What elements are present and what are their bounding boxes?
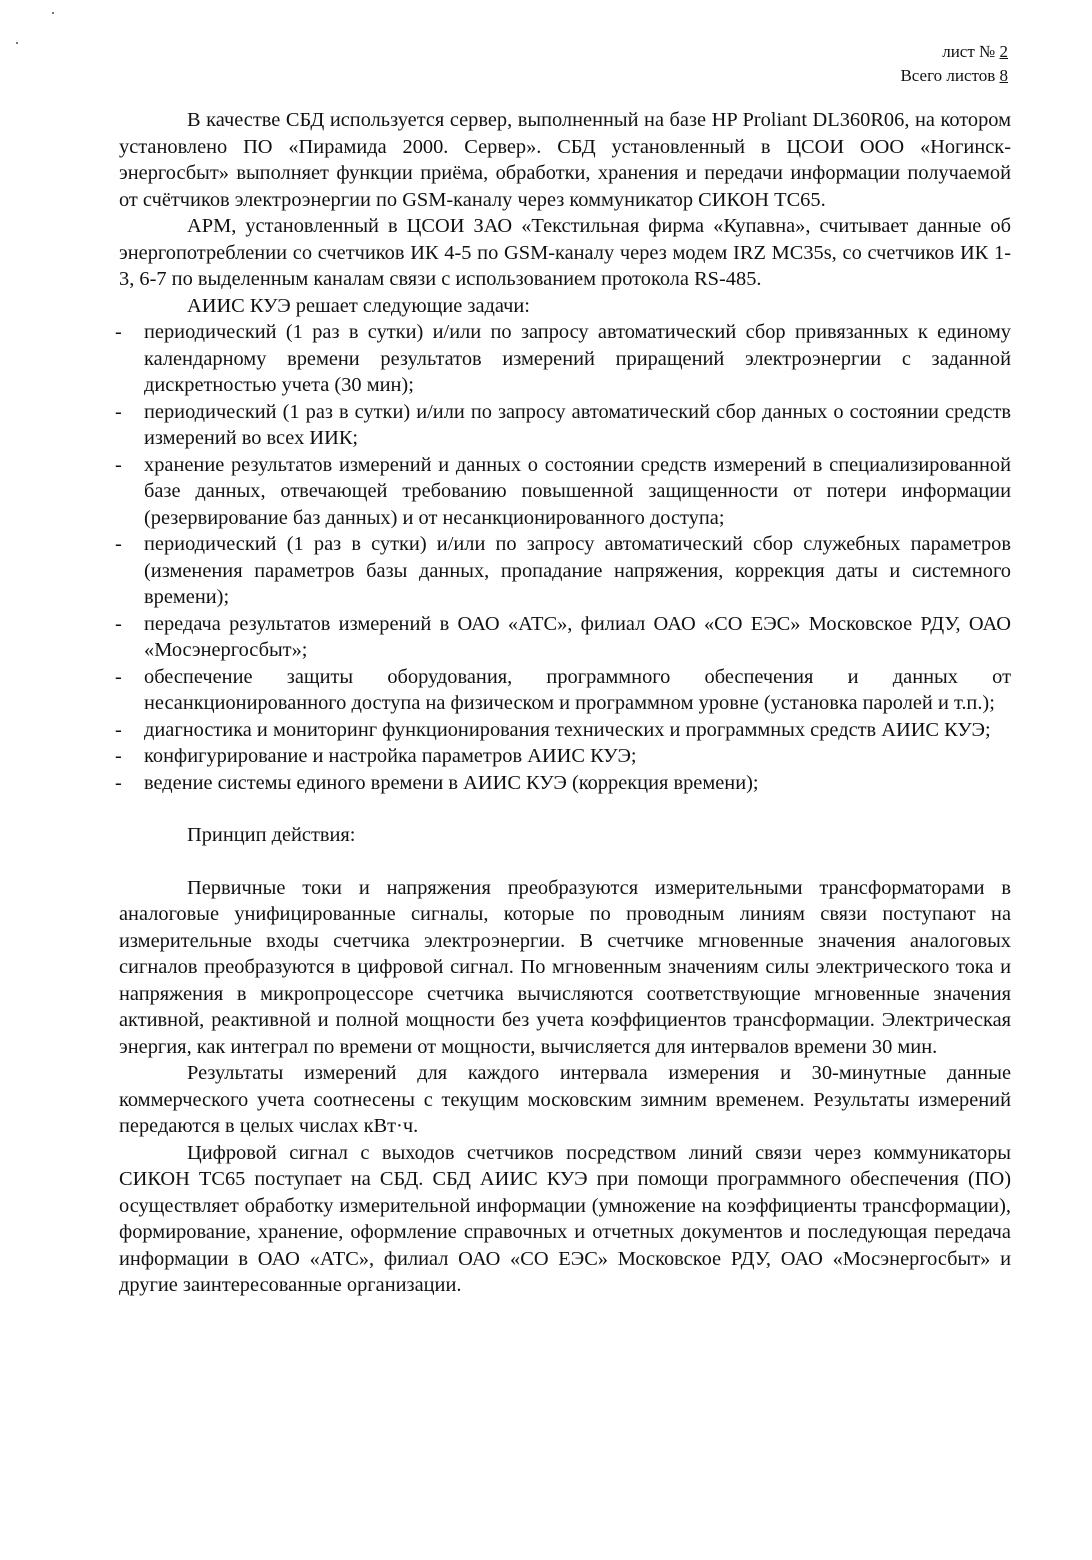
bullet-dash: - — [115, 745, 122, 767]
paragraph-principle-3: Цифровой сигнал с выходов счетчиков посредством линий связи через коммуникаторы СИКОН ТС65 поступает на СБД. СБД АИИС КУЭ при помощи программного обеспечения (ПО) осуществляет обработку измерительной информации (умножение на коэффициенты трансформации), формирование, хранение, оформление справочных и отчетных документов и последующая передача информации в ОАО «АТС», филиал ОАО «СО ЕЭС» Московское РДУ, ОАО «Мосэнергосбыт» и другие заинтересованные организации. — [119, 1141, 1011, 1296]
bullet-dash: - — [115, 612, 122, 635]
section-heading-principle: Принцип действия: — [187, 824, 356, 846]
total-sheets-label: Всего листов — [900, 66, 1000, 85]
list-item-text: диагностика и мониторинг функционирования технических и программных средств АИИС КУЭ; — [144, 718, 991, 741]
list-item — [115, 743, 1011, 770]
paragraph-server: В качестве СБД используется сервер, выполненный на базе HP Proliant DL360R06, на котором установлено ПО «Пирамида 2000. Сервер». СБД установленный в ЦСОИ ООО «Ногинск-энергосбыт» выполняет функции приёма, обработки, хранения и передачи информации получаемой от счётчиков электроэнергии по GSM-каналу через коммуникатор СИКОН ТС65. — [119, 109, 1011, 211]
task-list — [115, 319, 1011, 796]
list-item — [115, 399, 1011, 452]
paragraph-tasks-intro: АИИС КУЭ решает следующие задачи: — [187, 294, 530, 317]
list-item — [115, 717, 1011, 744]
list-item — [115, 664, 1011, 717]
scan-speck — [16, 42, 18, 44]
bullet-dash: - — [115, 453, 122, 476]
paragraph-principle-1: Первичные токи и напряжения преобразуются измерительными трансформаторами в аналоговые унифицированные сигналы, которые по проводным линиям связи поступают на измерительные входы счетчика электроэнергии. В счетчике мгновенные значения аналоговых сигналов преобразуются в цифровой сигнал. По мгновенным значениям силы электрического тока и напряжения в микропроцессоре счетчика вычисляются соответствующие мгновенные значения активной, реактивной и полной мощности без учета коэффициентов трансформации. Электрическая энергия, как интеграл по времени от мощности, вычисляется для интервалов времени 30 мин. — [119, 876, 1011, 1058]
list-item-text: конфигурирование и настройка параметров АИИС КУЭ; — [144, 745, 637, 767]
bullet-dash: - — [115, 321, 122, 343]
total-sheets-line — [900, 64, 1008, 88]
list-item — [115, 452, 1011, 532]
total-sheets-number: 8 — [999, 66, 1008, 85]
list-item — [115, 611, 1011, 664]
list-item — [115, 319, 1011, 399]
spacer — [119, 849, 1011, 875]
list-item-text: передача результатов измерений в ОАО «АТС», филиал ОАО «СО ЕЭС» Московское РДУ, ОАО «Мосэнергосбыт»; — [144, 612, 1011, 661]
bullet-dash: - — [115, 665, 122, 688]
list-item-text: обеспечение защиты оборудования, программного обеспечения и данных от несанкционированного доступа на физическом и программном уровне (установка паролей и т.п.); — [144, 665, 1011, 714]
sheet-number: 2 — [999, 42, 1008, 61]
bullet-dash: - — [115, 718, 122, 741]
list-item-text: ведение системы единого времени в АИИС КУЭ (коррекция времени); — [144, 771, 759, 794]
list-item-text: периодический (1 раз в сутки) и/или по запросу автоматический сбор привязанных к единому календарному времени результатов измерений приращений электроэнергии с заданной дискретностью учета (30 мин); — [144, 321, 1011, 396]
paragraph-arm: АРМ, установленный в ЦСОИ ЗАО «Текстильная фирма «Купавна», считывает данные об энергопотреблении со счетчиков ИК 4-5 по GSM-каналу через модем IRZ MC35s, со счетчиков ИК 1-3, 6-7 по выделенным каналам связи с использованием протокола RS-485. — [119, 215, 1011, 290]
document-body — [115, 107, 1011, 1299]
list-item-text: хранение результатов измерений и данных о состоянии средств измерений в специализированной базе данных, отвечающей требованию повышенной защищенности от потери информации (резервирование баз данных) и от несанкционированного доступа; — [144, 453, 1011, 529]
bullet-dash: - — [115, 533, 122, 555]
bullet-dash: - — [115, 400, 122, 423]
scan-speck — [52, 12, 54, 14]
list-item — [115, 770, 1011, 797]
sheet-number-line — [900, 40, 1008, 64]
list-item-text: периодический (1 раз в сутки) и/или по запросу автоматический сбор данных о состоянии средств измерений во всех ИИК; — [144, 400, 1011, 449]
list-item-text: периодический (1 раз в сутки) и/или по запросу автоматический сбор служебных параметров (изменения параметров базы данных, пропадание напряжения, коррекция даты и системного времени); — [144, 533, 1011, 608]
spacer — [119, 796, 1011, 822]
bullet-dash: - — [115, 771, 122, 794]
sheet-label: лист № — [942, 42, 1000, 61]
paragraph-principle-2: Результаты измерений для каждого интервала измерения и 30-минутные данные коммерческого учета соотнесены с текущим московским зимним временем. Результаты измерений передаются в целых числах кВт·ч. — [119, 1062, 1011, 1137]
sheet-info — [900, 40, 1008, 88]
list-item — [115, 531, 1011, 611]
